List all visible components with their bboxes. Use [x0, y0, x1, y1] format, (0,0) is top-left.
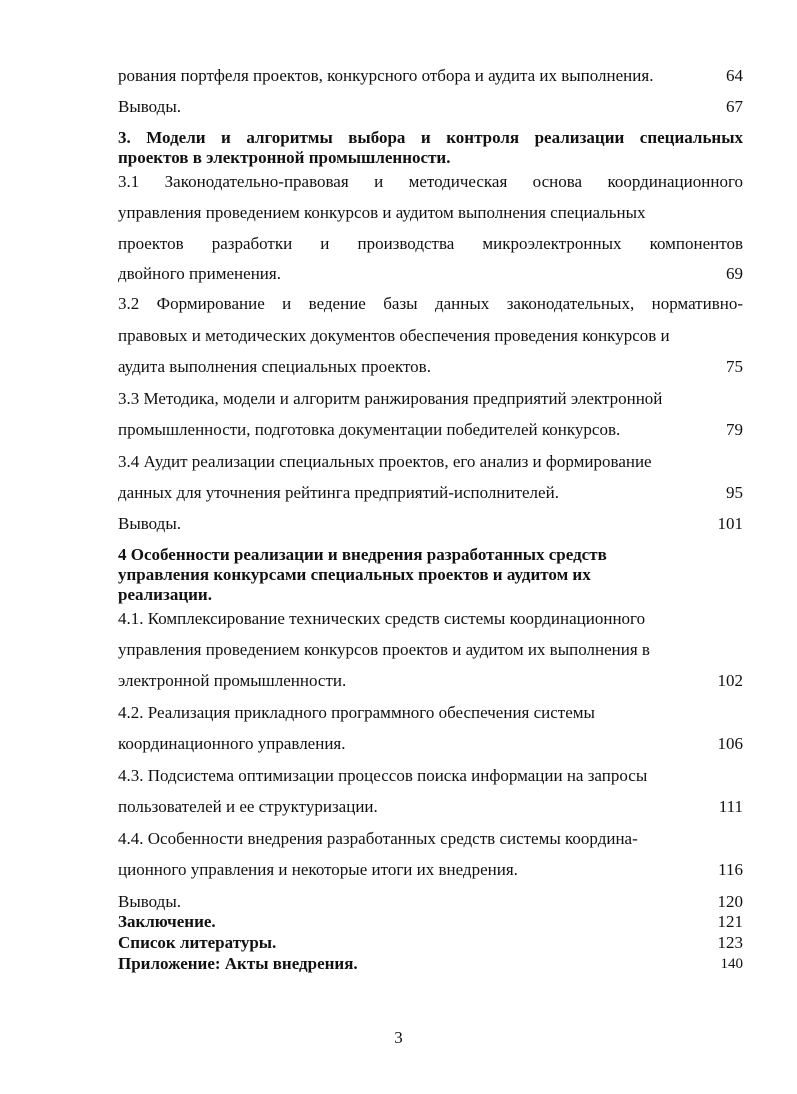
toc-entry-text: 3.4 Аудит реализации специальных проектов, его анализ и формирование: [118, 452, 652, 471]
toc-entry: [118, 514, 743, 534]
toc-entry-text: пользователей и ее структуризации.: [118, 797, 378, 816]
toc-entry-text: Выводы.: [118, 97, 182, 116]
toc-entry: [118, 860, 743, 880]
toc-entry: [118, 954, 743, 974]
toc-entry: [118, 97, 743, 117]
toc-entry: [118, 912, 743, 932]
toc-entry-text: 4.3. Подсистема оптимизации процессов поиска информации на запросы: [118, 766, 648, 785]
toc-entry-text: рования портфеля проектов, конкурсного отбора и аудита их выполнения.: [118, 66, 654, 85]
toc-entry-text: Заключение.: [118, 912, 216, 931]
toc-entry-text: электронной промышленности.: [118, 671, 347, 690]
toc-entry-text: управления проведением конкурсов проектов и аудитом их выполнения в: [118, 640, 650, 659]
toc-entry: [118, 734, 743, 754]
toc-page-number: 95: [726, 483, 743, 502]
toc-entry: [118, 671, 743, 691]
chapter-heading: управления конкурсами специальных проектов и аудитом их: [118, 565, 591, 584]
toc-page-number: 69: [726, 264, 743, 283]
toc-entry-text: 3.3 Методика, модели и алгоритм ранжирования предприятий электронной: [118, 389, 663, 408]
toc-entry: [118, 933, 743, 953]
toc-page-number: 123: [717, 933, 743, 952]
toc-entry: [118, 420, 743, 440]
toc-page-number: 120: [717, 892, 743, 911]
toc-entry: [118, 264, 743, 284]
toc-page-number: 79: [726, 420, 743, 439]
toc-page-number: 64: [726, 66, 743, 85]
toc-entry: [118, 66, 743, 86]
toc-entry-text: координационного управления.: [118, 734, 346, 753]
toc-entry-text: Выводы.: [118, 892, 182, 911]
toc-entry-text: промышленности, подготовка документации победителей конкурсов.: [118, 420, 621, 439]
chapter-heading: 3. Модели и алгоритмы выбора и контроля реализации специальных: [118, 128, 743, 147]
toc-entry-text: 4.2. Реализация прикладного программного обеспечения системы: [118, 703, 595, 722]
toc-entry-text: Список литературы.: [118, 933, 277, 952]
toc-entry-text: двойного применения.: [118, 264, 281, 283]
toc-entry-text: 4.1. Комплексирование технических средств системы координационного: [118, 609, 646, 628]
toc-entry: [118, 483, 743, 503]
toc-entry: [118, 357, 743, 377]
toc-entry-text: Выводы.: [118, 514, 182, 533]
toc-page-number: 75: [726, 357, 743, 376]
toc-entry-text: управления проведением конкурсов и аудитом выполнения специальных: [118, 203, 646, 222]
toc-entry-text: данных для уточнения рейтинга предприятий-исполнителей.: [118, 483, 559, 502]
toc-page-number: 67: [726, 97, 743, 116]
page-number: 3: [394, 1028, 403, 1047]
toc-page-number: 101: [717, 514, 743, 533]
toc-entry-text: ционного управления и некоторые итоги их внедрения.: [118, 860, 518, 879]
toc-page-number: 106: [717, 734, 743, 753]
chapter-heading: реализации.: [118, 585, 212, 604]
toc-entry: [118, 797, 743, 817]
toc-page-number: 111: [718, 797, 743, 816]
toc-page-number: 116: [718, 860, 743, 879]
toc-entry-text: Приложение: Акты внедрения.: [118, 954, 358, 973]
toc-page-number: 102: [717, 671, 743, 690]
chapter-heading: 4 Особенности реализации и внедрения разработанных средств: [118, 545, 607, 564]
toc-entry: [118, 892, 743, 912]
toc-entry-text: 3.2 Формирование и ведение базы данных законодательных, нормативно-: [118, 294, 743, 313]
toc-page-number: 140: [720, 956, 743, 972]
toc-entry-text: правовых и методических документов обеспечения проведения конкурсов и: [118, 326, 670, 345]
toc-entry-text: аудита выполнения специальных проектов.: [118, 357, 431, 376]
toc-entry-text: 4.4. Особенности внедрения разработанных средств системы координа-: [118, 829, 638, 848]
chapter-heading: проектов в электронной промышленности.: [118, 148, 451, 167]
toc-entry-text: проектов разработки и производства микроэлектронных компонентов: [118, 234, 743, 253]
toc-page-number: 121: [717, 912, 743, 931]
toc-entry-text: 3.1 Законодательно-правовая и методическая основа координационного: [118, 172, 743, 191]
